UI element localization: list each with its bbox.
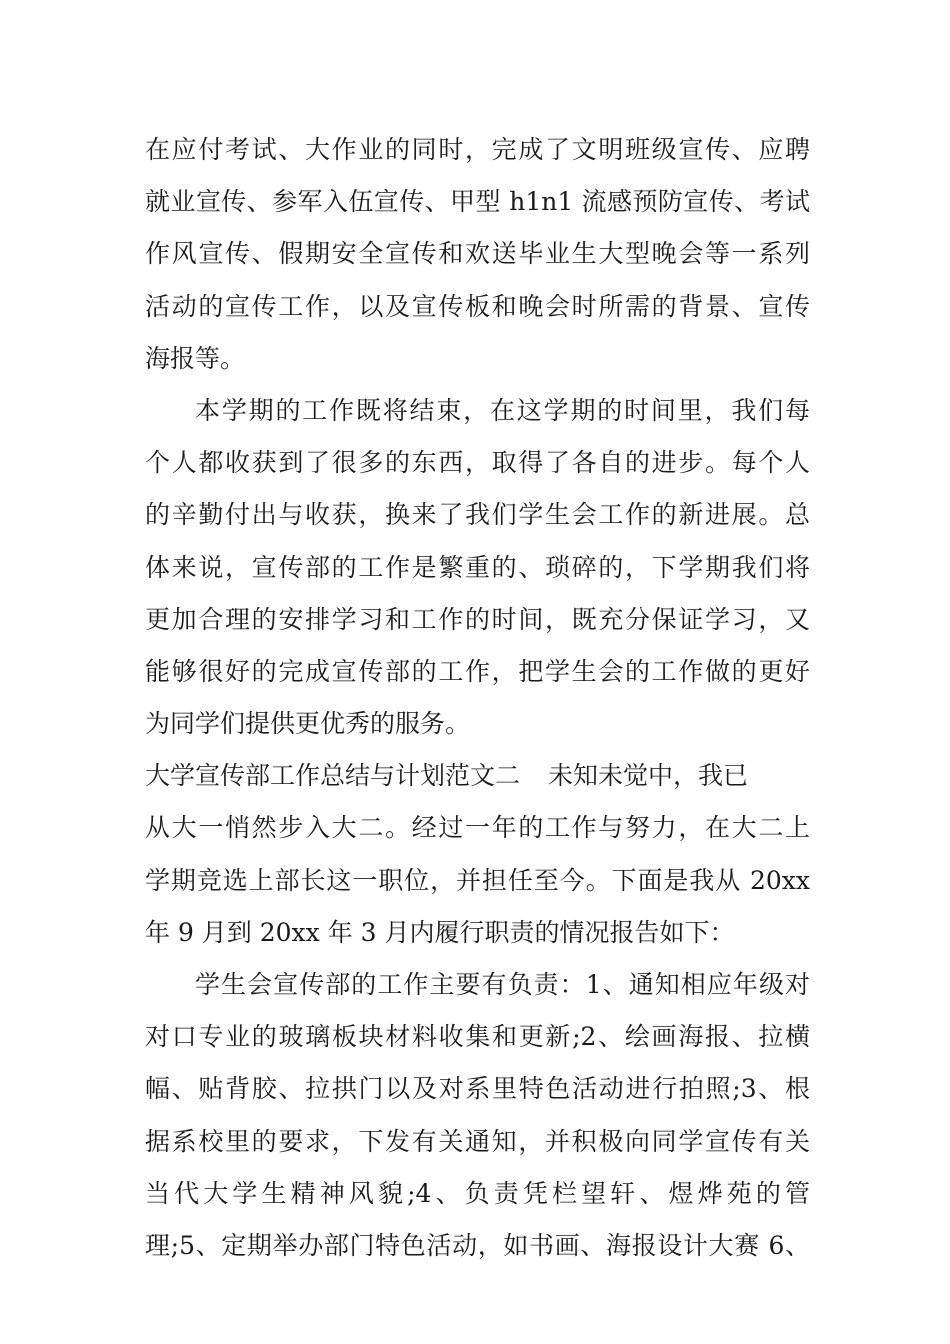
- paragraph-first-line: 本学期的工作既将结束，在这学期的时间里，我们每: [195, 395, 810, 425]
- document-body: [145, 124, 810, 1272]
- heading-continuation: 未知未觉中，我已: [548, 761, 749, 791]
- section-heading: 大学宣传部工作总结与计划范文二: [145, 761, 521, 791]
- section-heading-line: [145, 750, 810, 802]
- text-line: 在应付考试、大作业的同时，完成了文明班级宣传、应聘: [145, 135, 810, 164]
- text-line: 据系校里的要求，下发有关通知，并积极向同学宣传有关: [145, 1126, 810, 1156]
- text-line: 为同学们提供更优秀的服务。: [145, 709, 471, 739]
- text-line: 幅、贴背胶、拉拱门以及对系里特色活动进行拍照;3、根: [145, 1074, 810, 1104]
- text-line: 更加合理的安排学习和工作的时间，既充分保证学习，又: [145, 604, 810, 634]
- text-line: 从大一悄然步入大二。经过一年的工作与努力，在大二上: [145, 813, 810, 843]
- text-line: 学期竞选上部长这一职位，并担任至今。下面是我从 20xx: [145, 865, 810, 895]
- text-line: 当代大学生精神风貌;4、负责凭栏望轩、煜烨苑的管: [145, 1178, 810, 1208]
- text-line: 对口专业的玻璃板块材料收集和更新;2、绘画海报、拉横: [145, 1022, 810, 1052]
- text-line: 体来说，宣传部的工作是繁重的、琐碎的，下学期我们将: [145, 552, 810, 582]
- text-line: 的辛勤付出与收获，换来了我们学生会工作的新进展。总: [145, 500, 810, 530]
- text-line: 活动的宣传工作，以及宣传板和晚会时所需的背景、宣传: [145, 291, 810, 321]
- text-line: 作风宣传、假期安全宣传和欢送毕业生大型晚会等一系列: [145, 239, 810, 269]
- text-line: 就业宣传、参军入伍宣传、甲型 h1n1 流感预防宣传、考试: [145, 187, 810, 217]
- text-line: 能够很好的完成宣传部的工作，把学生会的工作做的更好: [145, 656, 810, 686]
- text-line: 理;5、定期举办部门特色活动，如书画、海报设计大赛 6、: [145, 1230, 810, 1260]
- paragraph-first-line: 学生会宣传部的工作主要有负责：1、通知相应年级对: [195, 970, 810, 999]
- text-line: 个人都收获到了很多的东西，取得了各自的进步。每个人: [145, 448, 810, 478]
- text-line: 年 9 月到 20xx 年 3 月内履行职责的情况报告如下：: [145, 917, 735, 947]
- text-line: 海报等。: [145, 343, 246, 373]
